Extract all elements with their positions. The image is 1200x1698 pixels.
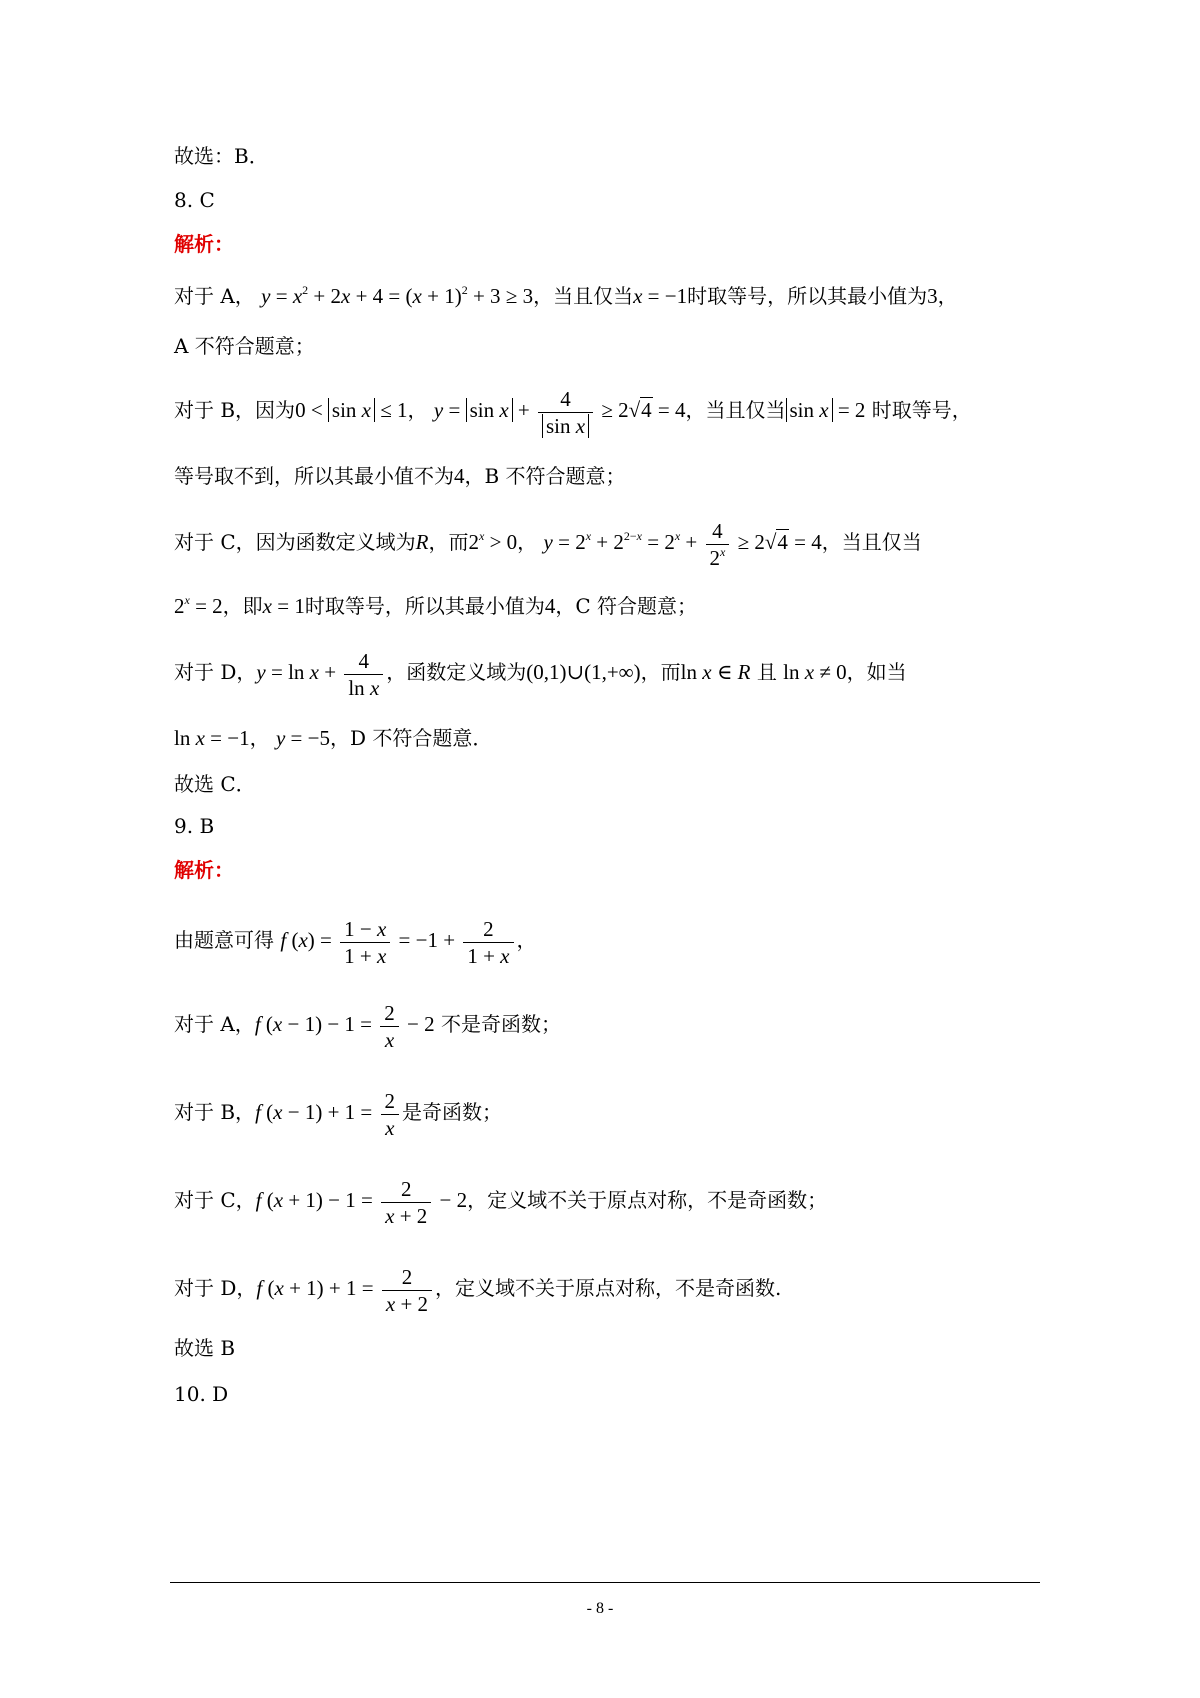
analysis-9-b: 对于 B，f (x − 1) + 1 = $\frac{2}{x}$ 是奇函数；	[174, 1088, 503, 1140]
analysis-a: 对于 A， $y = x^2 + 2x + 4 = (x + 1)^2 + 3 \ge 3$，当且仅当x = −1时取等号，所以其最小值为3，	[174, 283, 958, 308]
question-8-answer: 8. C	[174, 188, 215, 212]
question-10-answer: 10. D	[174, 1382, 229, 1406]
analysis-a-line2: A 不符合题意；	[174, 334, 315, 358]
answer-line: 故选 C．	[174, 772, 256, 796]
question-9-answer: 9. B	[174, 814, 215, 838]
analysis-c-line2: $2^x = 2$，即x = 1时取等号，所以其最小值为4，C 符合题意；	[174, 593, 698, 618]
analysis-d: 对于 D，y = ln x + $\frac{4}{\text{ln x}}$ ，函数定义域为(0,1)∪(1,+∞)，而ln x ∈ R 且 ln x ≠ 0，如当	[174, 648, 907, 700]
analysis-9-intro: 由题意可得 f (x) = $\frac{1 - x}{1 + x}$ = −1 + $\frac{2}{1 + x}$ ，	[174, 916, 537, 968]
analysis-d-line2: ln x = −1， y = −5，D 不符合题意．	[174, 726, 493, 750]
page-number: - 8 -	[586, 1600, 614, 1617]
analysis-9-c: 对于 C，f (x + 1) − 1 = $\frac{2}{x + 2}$ − 2，定义域不关于原点对称，不是奇函数；	[174, 1176, 828, 1228]
analysis-9-d: 对于 D，f (x + 1) + 1 = $\frac{2}{x + 2}$ ，定义域不关于原点对称，不是奇函数.	[174, 1264, 782, 1316]
answer-line: 故选：B．	[174, 144, 269, 168]
footer-rule	[170, 1582, 1040, 1583]
analysis-heading: 解析：	[174, 858, 234, 882]
analysis-b: 对于 B，因为0 < sin x ≤ 1， y = sin x + $\frac{4}{\text{sin x}}$ ≥ 2√4 = 4，当且仅当 sin x = 2 时取等号，	[174, 386, 972, 438]
analysis-b-line2: 等号取不到，所以其最小值不为4，B 不符合题意；	[174, 464, 626, 488]
analysis-heading: 解析：	[174, 232, 234, 256]
analysis-9-a: 对于 A，f (x − 1) − 1 = $\frac{2}{x}$ − 2 不是奇函数；	[174, 1000, 561, 1052]
analysis-c: 对于 C，因为函数定义域为R，而$2^x > 0$， $y = 2^x + 2^{2-x} = 2^x$ + $\frac{4}{2^x}$ ≥ 2√4 = 4，当且仅当	[174, 518, 922, 570]
answer-line: 故选 B	[174, 1336, 236, 1360]
